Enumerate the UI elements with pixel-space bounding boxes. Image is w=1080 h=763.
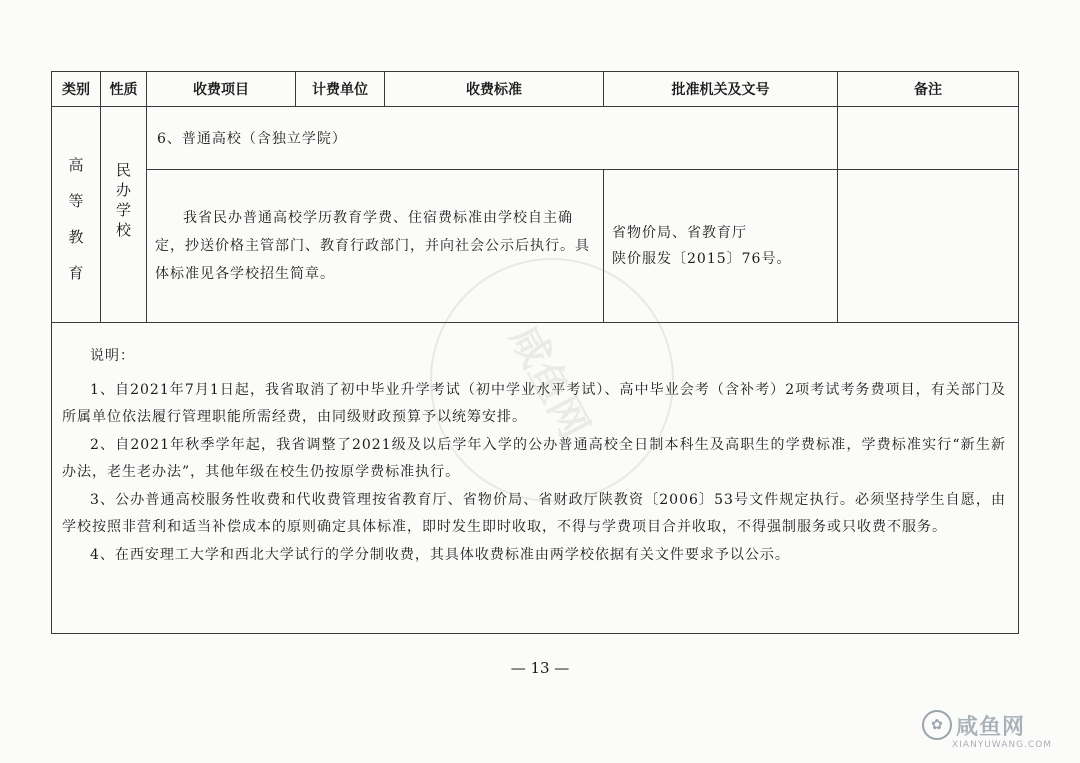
notes-cell	[52, 323, 1019, 634]
fish-logo-icon: ✿	[922, 710, 952, 740]
header-category: 类别	[52, 72, 101, 107]
remarks-cell-top	[838, 107, 1019, 170]
header-standard: 收费标准	[385, 72, 604, 107]
approval-line-1: 省物价局、省教育厅	[612, 225, 747, 241]
note-item-3: 3、公办普通高校服务性收费和代收费管理按省教育厅、省物价局、省财政厅陕教资〔2006〕53号文件规定执行。必须坚持学生自愿，由学校按照非营利和适当补偿成本的原则确定具体标准，即时发生即时收取，不得与学费项目合并收取，不得强制服务或只收费不服务。	[62, 491, 1006, 535]
page-number: — 13 —	[510, 659, 570, 677]
logo-name: 咸鱼网	[956, 715, 1026, 740]
category-cell	[52, 107, 101, 323]
fee-standard-text	[147, 170, 604, 323]
header-unit: 计费单位	[296, 72, 385, 107]
watermark-logo	[922, 706, 1062, 752]
approval-cell	[604, 170, 838, 323]
note-item-4: 4、在西安理工大学和西北大学试行的学分制收费，其具体收费标准由两学校依据有关文件要求予以公示。	[90, 546, 790, 563]
header-item: 收费项目	[147, 72, 296, 107]
nature-value: 民办学校	[115, 160, 131, 239]
notes-heading: 说明：	[90, 348, 135, 364]
remarks-cell	[838, 170, 1019, 323]
category-value: 高等教育	[68, 155, 84, 282]
header-remarks: 备注	[838, 72, 1019, 107]
watermark-seal-text: 咸鱼网	[500, 318, 598, 446]
header-approval: 批准机关及文号	[604, 72, 838, 107]
school-type-title: 6、普通高校（含独立学院）	[147, 107, 838, 170]
notes-row	[52, 323, 1019, 634]
table-row	[52, 107, 1019, 170]
table-header-row	[52, 72, 1019, 107]
nature-cell	[101, 107, 147, 323]
note-item-1: 1、自2021年7月1日起，我省取消了初中毕业升学考试（初中学业水平考试）、高中毕业会考（含补考）2项考试考务费项目，有关部门及所属单位依法履行管理职能所需经费，由同级财政预算予以统筹安排。	[62, 381, 1006, 425]
fee-standard-body: 我省民办普通高校学历教育学费、住宿费标准由学校自主确定，抄送价格主管部门、教育行政部门，并向社会公示后执行。具体标准见各学校招生简章。	[155, 210, 590, 282]
header-nature: 性质	[101, 72, 147, 107]
note-item-2: 2、自2021年秋季学年起，我省调整了2021级及以后学年入学的公办普通高校全日制本科生及高职生的学费标准，学费标准实行“新生新办法，老生老办法”，其他年级在校生仍按原学费标准执行。	[62, 436, 1006, 480]
fee-table	[51, 71, 1019, 634]
logo-url: XIANYUWANG.COM	[952, 740, 1053, 750]
table-row	[52, 170, 1019, 323]
approval-line-2: 陕价服发〔2015〕76号。	[612, 251, 792, 267]
